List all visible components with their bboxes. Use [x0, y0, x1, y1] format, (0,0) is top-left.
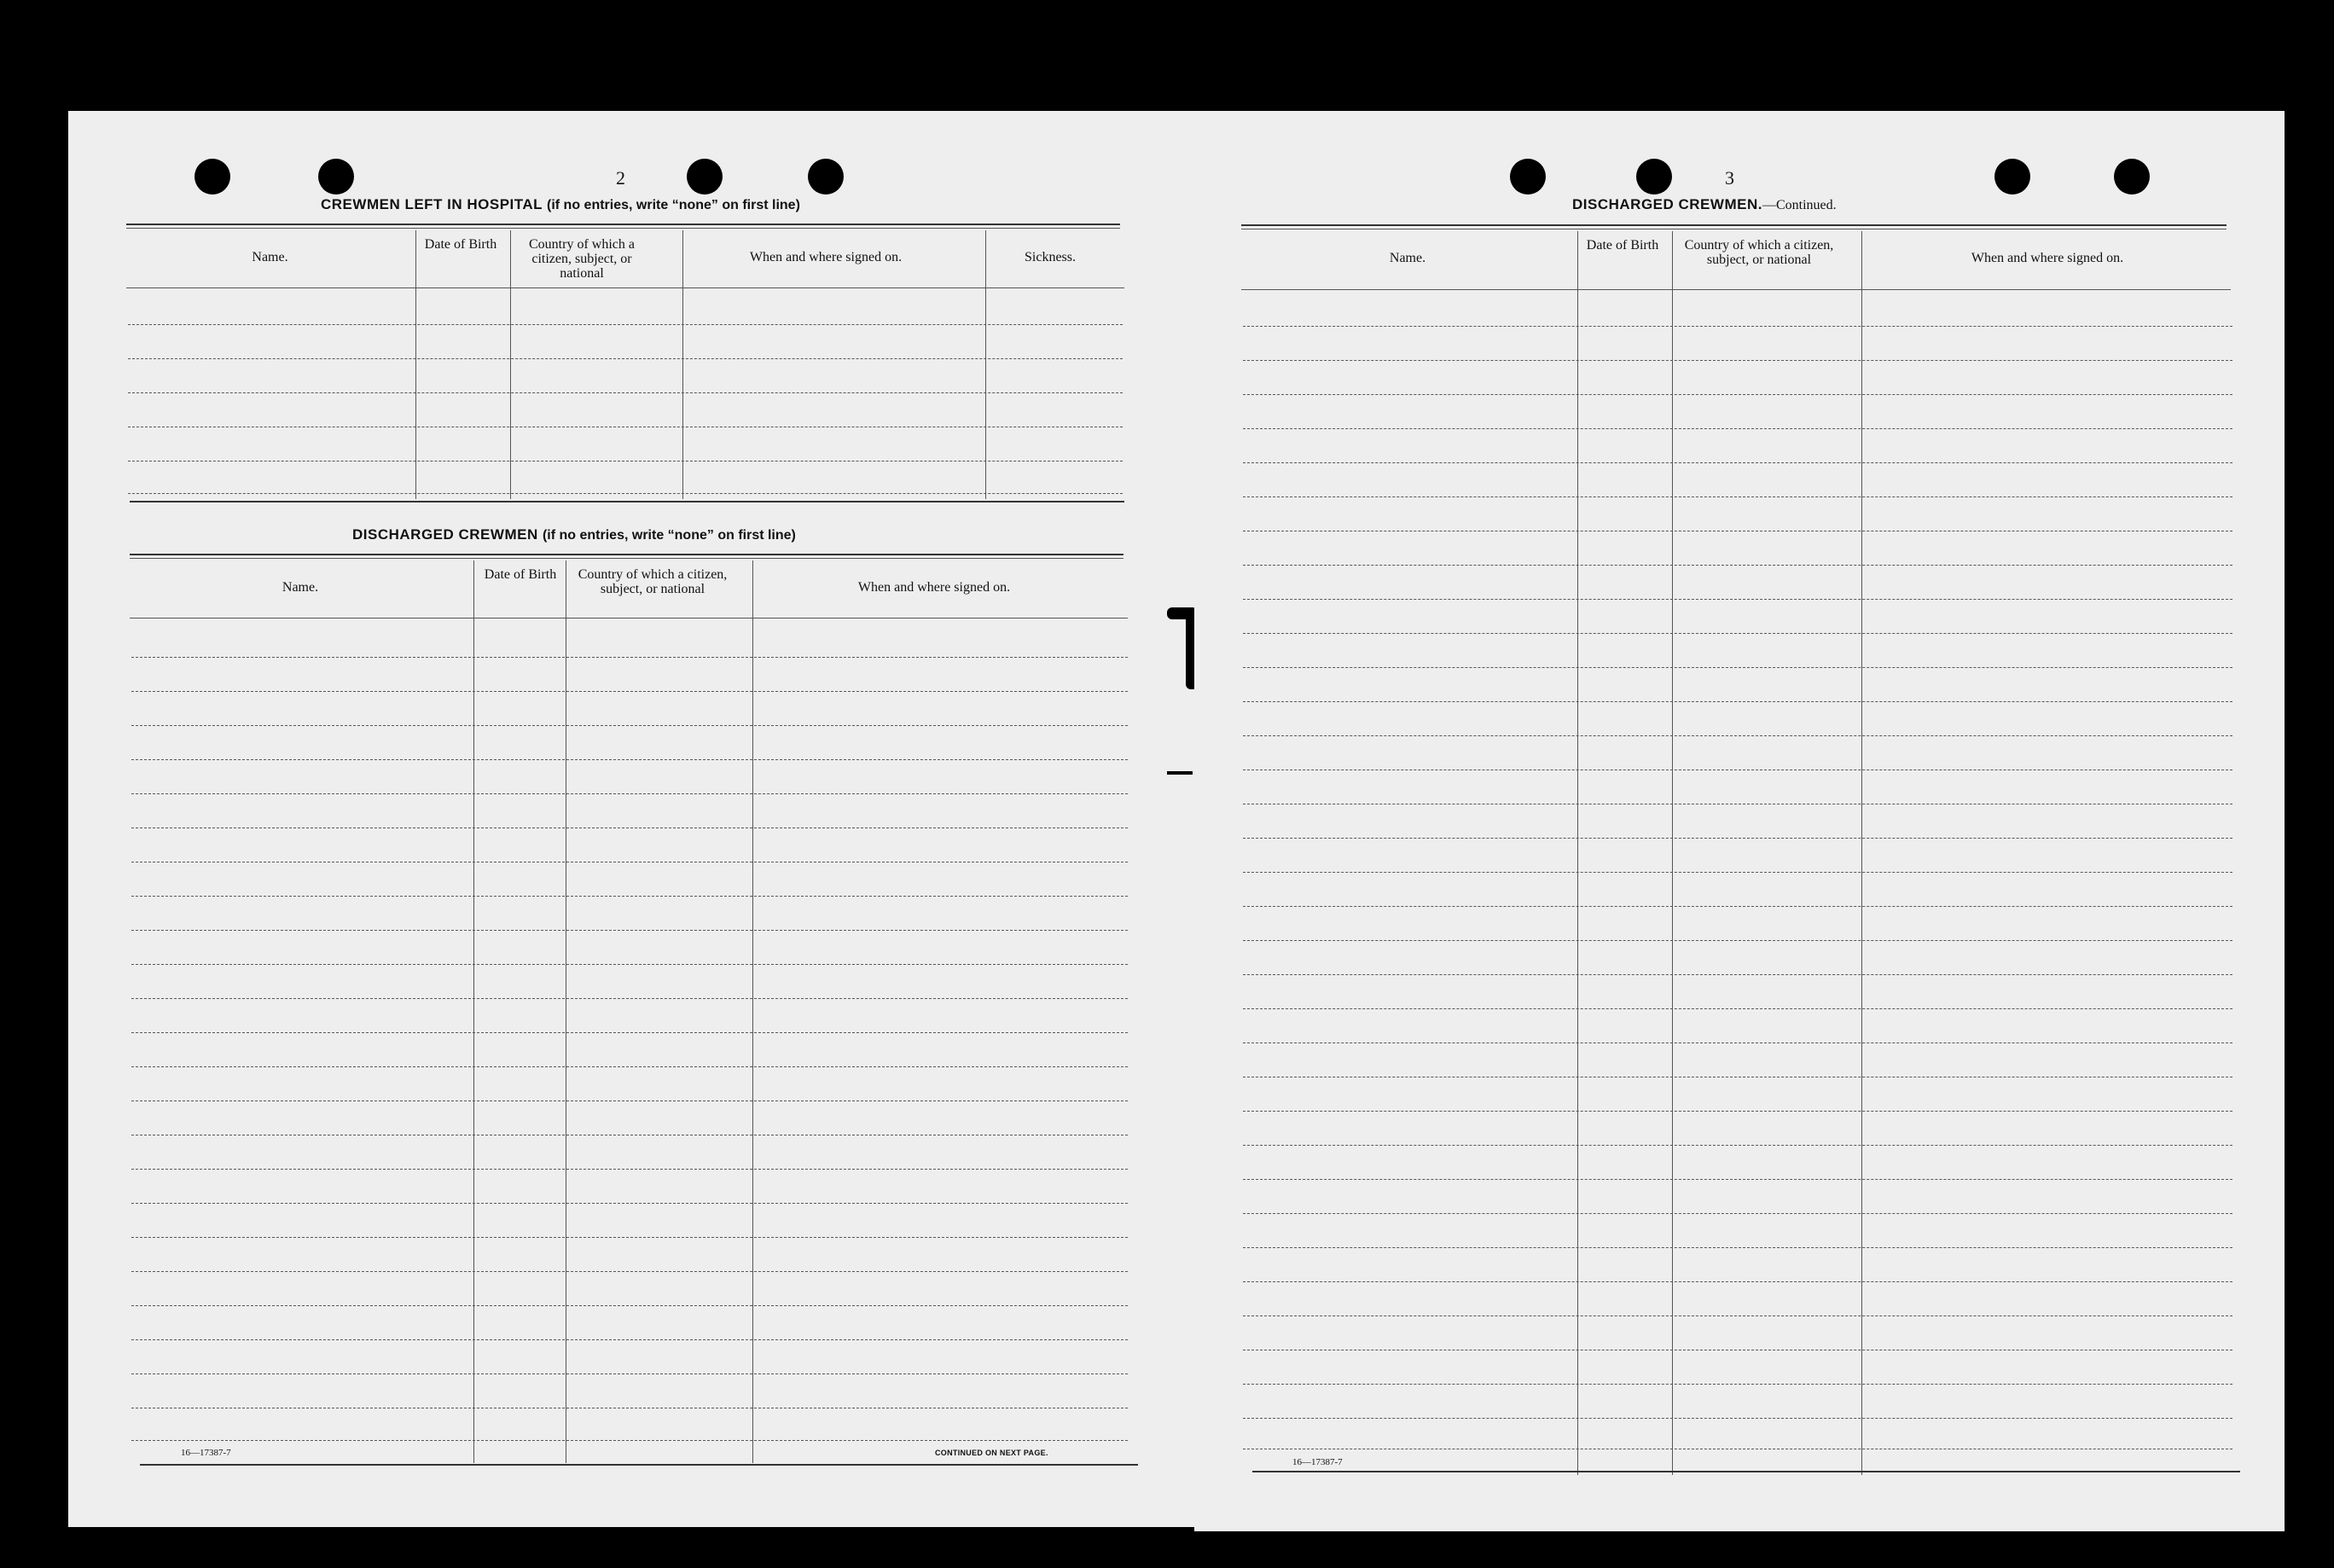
- section-bottom-rule: [130, 501, 1124, 502]
- column-divider: [1577, 231, 1578, 1475]
- form-code: 16—17387-7: [181, 1448, 231, 1458]
- entry-line: [131, 964, 1128, 965]
- entry-line: [1243, 1179, 2232, 1180]
- entry-line: [1243, 1281, 2232, 1282]
- header-bottom-rule: [1241, 289, 2231, 290]
- binding-mark: [1167, 771, 1193, 775]
- punch-hole: [1636, 159, 1672, 195]
- left-page: [68, 111, 1194, 1527]
- section-bottom-rule: [1252, 1471, 2240, 1472]
- col-header-country: Country of which a citizen, subject, or national: [529, 237, 635, 281]
- column-divider: [985, 230, 986, 499]
- entry-line: [1243, 974, 2232, 975]
- entry-line: [131, 725, 1128, 726]
- column-divider: [752, 560, 753, 1463]
- hospital-section-title: [321, 196, 800, 213]
- entry-line: [1243, 667, 2232, 668]
- hospital-title-note: (if no entries, write “none” on first line): [547, 198, 800, 212]
- discharged-title-note: (if no entries, write “none” on first line): [542, 528, 796, 543]
- continued-note: CONTINUED ON NEXT PAGE.: [935, 1449, 1048, 1457]
- column-divider: [1861, 231, 1862, 1475]
- discharged-title-text: DISCHARGED CREWMEN: [352, 526, 538, 543]
- col-header-dob: Date of Birth: [424, 237, 497, 252]
- entry-line: [1243, 326, 2232, 327]
- entry-line: [128, 392, 1123, 393]
- punch-hole: [318, 159, 354, 195]
- column-divider: [510, 230, 511, 499]
- entry-line: [1243, 872, 2232, 873]
- col-header-dob: Date of Birth: [484, 567, 557, 582]
- col-header-signed-on: When and where signed on.: [857, 580, 1011, 595]
- entry-line: [1243, 1418, 2232, 1419]
- right-page: [1194, 111, 2285, 1531]
- top-rule: [1241, 224, 2227, 226]
- col-header-name: Name.: [252, 250, 288, 264]
- top-rule-thin: [126, 228, 1120, 229]
- entry-line: [131, 896, 1128, 897]
- col-header-signed-on: When and where signed on.: [749, 250, 903, 264]
- entry-line: [131, 1339, 1128, 1340]
- punch-hole: [808, 159, 844, 195]
- discharged-section-title: [352, 526, 796, 543]
- page-number: 2: [616, 167, 625, 189]
- punch-hole: [194, 159, 230, 195]
- punch-hole: [1510, 159, 1546, 195]
- entry-line: [131, 1032, 1128, 1033]
- entry-line: [128, 493, 1123, 494]
- entry-line: [1243, 1008, 2232, 1009]
- column-divider: [1672, 231, 1673, 1475]
- entry-line: [131, 1169, 1128, 1170]
- entry-line: [1243, 906, 2232, 907]
- right-title-suffix: —Continued.: [1762, 198, 1837, 212]
- entry-line: [1243, 1213, 2232, 1214]
- binding-mark: [1167, 607, 1198, 619]
- column-divider: [415, 230, 416, 499]
- entry-line: [1243, 1384, 2232, 1385]
- col-header-signed-on: When and where signed on.: [1971, 251, 2124, 265]
- entry-line: [1243, 565, 2232, 566]
- entry-line: [128, 461, 1123, 462]
- entry-line: [131, 1237, 1128, 1238]
- entry-line: [1243, 360, 2232, 361]
- col-header-country: Country of which a citizen, subject, or national: [578, 567, 728, 596]
- entry-line: [1243, 633, 2232, 634]
- entry-line: [1243, 1247, 2232, 1248]
- entry-line: [131, 1203, 1128, 1204]
- entry-line: [131, 998, 1128, 999]
- section-bottom-rule: [140, 1464, 1138, 1466]
- col-header-sickness: Sickness.: [1025, 250, 1076, 264]
- col-header-name: Name.: [1389, 251, 1426, 265]
- entry-line: [131, 1271, 1128, 1272]
- right-section-title: [1572, 196, 1837, 213]
- punch-hole: [687, 159, 723, 195]
- entry-line: [131, 1305, 1128, 1306]
- col-header-name: Name.: [282, 580, 319, 595]
- col-header-country: Country of which a citizen, subject, or national: [1684, 238, 1834, 267]
- top-rule: [126, 224, 1120, 225]
- entry-line: [128, 324, 1123, 325]
- entry-line: [131, 691, 1128, 692]
- column-divider: [473, 560, 474, 1463]
- entry-line: [128, 358, 1123, 359]
- entry-line: [131, 1066, 1128, 1067]
- page-number: 3: [1725, 167, 1734, 189]
- entry-line: [131, 1440, 1128, 1441]
- entry-line: [1243, 838, 2232, 839]
- entry-line: [1243, 735, 2232, 736]
- entry-line: [131, 1373, 1128, 1374]
- col-header-dob: Date of Birth: [1586, 238, 1659, 253]
- entry-line: [1243, 599, 2232, 600]
- entry-line: [1243, 394, 2232, 395]
- punch-hole: [1994, 159, 2030, 195]
- entry-line: [1243, 940, 2232, 941]
- right-title-text: DISCHARGED CREWMEN.: [1572, 196, 1762, 212]
- entry-line: [1243, 1042, 2232, 1043]
- entry-line: [1243, 1315, 2232, 1316]
- punch-hole: [2114, 159, 2150, 195]
- entry-line: [1243, 1145, 2232, 1146]
- hospital-title-text: CREWMEN LEFT IN HOSPITAL: [321, 196, 543, 212]
- entry-line: [1243, 428, 2232, 429]
- entry-line: [1243, 1111, 2232, 1112]
- form-code: 16—17387-7: [1292, 1457, 1343, 1467]
- entry-line: [1243, 769, 2232, 770]
- header-bottom-rule: [126, 287, 1124, 288]
- entry-line: [131, 930, 1128, 931]
- top-rule-thin: [130, 558, 1123, 559]
- entry-line: [131, 793, 1128, 794]
- entry-line: [1243, 701, 2232, 702]
- entry-line: [1243, 462, 2232, 463]
- entry-line: [131, 759, 1128, 760]
- column-divider: [682, 230, 683, 499]
- top-rule: [130, 554, 1123, 555]
- entry-line: [131, 657, 1128, 658]
